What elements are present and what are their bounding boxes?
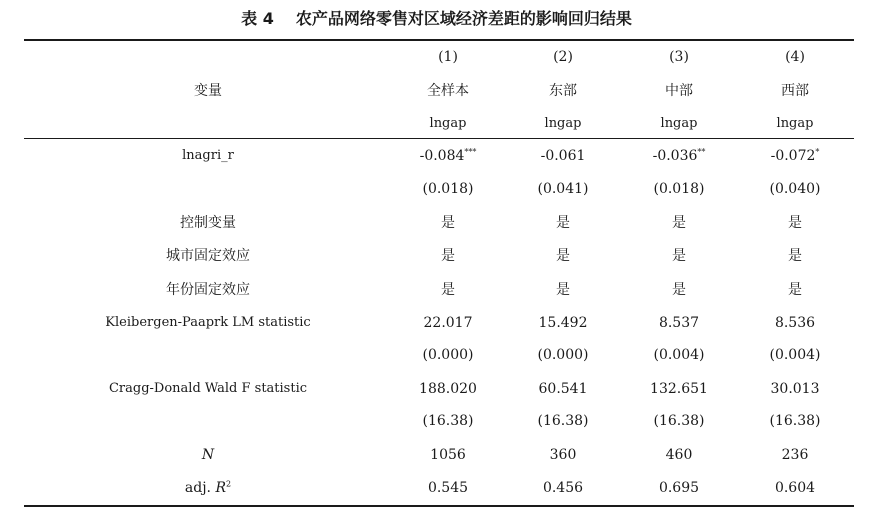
city-fe-3: 是: [672, 248, 686, 264]
kp-lm-p-1: (0.000): [422, 347, 474, 363]
year-fe-1: 是: [441, 282, 455, 298]
cd-f-cv-4: (16.38): [769, 413, 821, 429]
row-label-cd-f: Cragg-Donald Wald F statistic: [108, 381, 308, 396]
cd-f-3: 132.651: [650, 381, 708, 397]
year-fe-4: 是: [788, 282, 802, 298]
lnagri-se-4: (0.040): [769, 181, 821, 197]
r2-3: 0.695: [658, 480, 700, 496]
kp-lm-2: 15.492: [538, 315, 588, 331]
kp-lm-p-3: (0.004): [653, 347, 705, 363]
top-rule: [24, 39, 854, 41]
n-4: 236: [781, 447, 809, 463]
lnagri-coef-4: -0.072*: [770, 147, 820, 164]
col2-number: (2): [553, 49, 573, 65]
cd-f-1: 188.020: [419, 381, 477, 397]
kp-lm-1: 22.017: [423, 315, 473, 331]
bottom-rule: [24, 505, 854, 507]
n-2: 360: [549, 447, 577, 463]
table-number: 表 4: [241, 9, 274, 28]
cd-f-cv-2: (16.38): [537, 413, 589, 429]
lnagri-se-2: (0.041): [537, 181, 589, 197]
table-caption: 农产品网络零售对区域经济差距的影响回归结果: [295, 9, 632, 28]
n-1: 1056: [430, 447, 466, 463]
row-label-lnagri: lnagri_r: [182, 148, 234, 163]
kp-lm-p-4: (0.004): [769, 347, 821, 363]
n-3: 460: [665, 447, 693, 463]
col3-sample: 中部: [665, 83, 693, 99]
row-label-kp-lm: Kleibergen-Paaprk LM statistic: [105, 315, 311, 330]
control-4: 是: [788, 215, 802, 231]
cd-f-2: 60.541: [538, 381, 588, 397]
col1-dependent: lngap: [429, 116, 467, 131]
row-label-control: 控制变量: [180, 215, 236, 231]
year-fe-2: 是: [556, 282, 570, 298]
r2-1: 0.545: [427, 480, 469, 496]
table-title: [0, 6, 873, 29]
col1-number: (1): [438, 49, 458, 65]
city-fe-1: 是: [441, 248, 455, 264]
col3-number: (3): [669, 49, 689, 65]
col2-sample: 东部: [549, 83, 577, 99]
col4-dependent: lngap: [776, 116, 814, 131]
row-label-adj-r2: adj. $R^2$: [184, 479, 232, 496]
lnagri-se-1: (0.018): [422, 181, 474, 197]
cd-f-cv-1: (16.38): [422, 413, 474, 429]
row-label-city-fe: 城市固定效应: [166, 248, 250, 264]
city-fe-2: 是: [556, 248, 570, 264]
lnagri-coef-3: -0.036**: [652, 147, 706, 164]
lnagri-se-3: (0.018): [653, 181, 705, 197]
lnagri-coef-1: -0.084***: [419, 147, 477, 164]
r2-4: 0.604: [774, 480, 816, 496]
kp-lm-4: 8.536: [774, 315, 816, 331]
control-1: 是: [441, 215, 455, 231]
kp-lm-p-2: (0.000): [537, 347, 589, 363]
year-fe-3: 是: [672, 282, 686, 298]
row-label-year-fe: 年份固定效应: [166, 282, 250, 298]
col2-dependent: lngap: [544, 116, 582, 131]
cd-f-4: 30.013: [770, 381, 820, 397]
col3-dependent: lngap: [660, 116, 698, 131]
kp-lm-3: 8.537: [658, 315, 700, 331]
city-fe-4: 是: [788, 248, 802, 264]
col1-sample: 全样本: [427, 83, 469, 99]
cd-f-cv-3: (16.38): [653, 413, 705, 429]
r2-2: 0.456: [542, 480, 584, 496]
lnagri-coef-2: -0.061: [540, 148, 586, 164]
control-3: 是: [672, 215, 686, 231]
variable-header: 变量: [194, 83, 222, 99]
col4-sample: 西部: [781, 83, 809, 99]
control-2: 是: [556, 215, 570, 231]
header-rule: [24, 138, 854, 139]
row-label-n: N: [201, 447, 215, 463]
col4-number: (4): [785, 49, 805, 65]
